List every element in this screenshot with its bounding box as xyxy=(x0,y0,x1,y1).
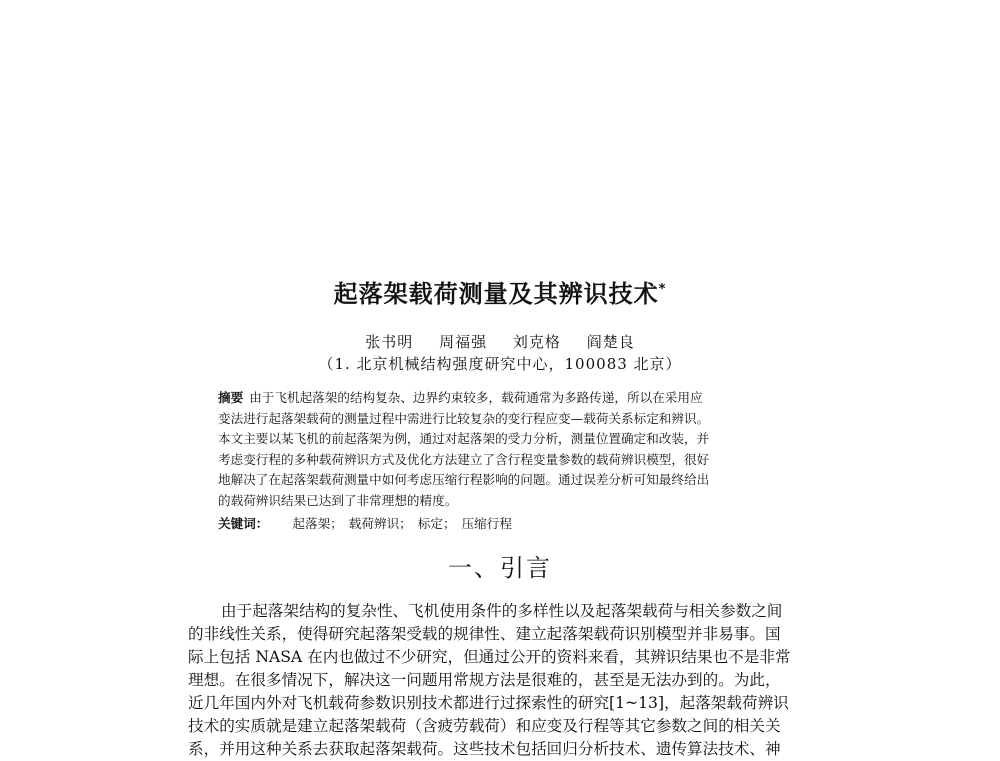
affiliation: （1. 北京机械结构强度研究中心，100083 北京） xyxy=(318,355,682,373)
abstract-line: 本文主要以某飞机的前起落架为例，通过对起落架的受力分析，测量位置确定和改装，并 xyxy=(218,431,710,446)
abstract-text: 由于飞机起落架的结构复杂、边界约束较多，载荷通常为多路传递，所以在采用应 xyxy=(249,390,703,405)
keywords-block xyxy=(218,514,818,534)
author-name: 张书明 xyxy=(365,333,414,351)
body-line: 近几年国内外对飞机载荷参数识别技术都进行过探索性的研究[1~13]，起落架载荷辨识 xyxy=(188,694,789,712)
body-line: 系，并用这种关系去获取起落架载荷。这些技术包括回归分析技术、遗传算法技术、神 xyxy=(188,740,781,758)
body-line: 际上包括 NASA 在内也做过不少研究，但通过公开的资料来看，其辨识结果也不是非常 xyxy=(188,648,791,666)
abstract-line: 变法进行起落架载荷的测量过程中需进行比较复杂的变行程应变—载荷关系标定和辨识。 xyxy=(218,410,710,426)
paper-title-text: 起落架载荷测量及其辨识技术 xyxy=(333,280,659,308)
abstract-label: 摘要 xyxy=(218,390,244,405)
author-name: 刘克格 xyxy=(512,333,561,351)
author-list xyxy=(0,332,1000,352)
abstract-block xyxy=(218,388,818,511)
body-line: 理想。在很多情况下，解决这一问题用常规方法是很难的，甚至是无法办到的。为此， xyxy=(188,671,781,689)
author-name: 周福强 xyxy=(439,333,488,351)
abstract-line xyxy=(218,388,818,409)
abstract-line: 地解决了在起落架载荷测量中如何考虑压缩行程影响的问题。通过误差分析可知最终给出 xyxy=(218,472,710,487)
abstract-line: 的载荷辨识结果已达到了非常理想的精度。 xyxy=(218,492,458,508)
paper-title xyxy=(0,279,1000,309)
section-body xyxy=(188,600,828,761)
keyword: 载荷辨识； xyxy=(348,516,412,531)
body-line: 技术的实质就是建立起落架载荷（含疲劳载荷）和应变及行程等其它参数之间的相关关 xyxy=(188,717,781,735)
keyword: 压缩行程 xyxy=(461,516,512,531)
abstract-line: 考虑变行程的多种载荷辨识方式及优化方法建立了含行程变量参数的载荷辨识模型，很好 xyxy=(218,451,710,467)
body-line: 的非线性关系，使得研究起落架受载的规律性、建立起落架载荷识别模型并非易事。国 xyxy=(188,625,781,643)
keyword: 标定； xyxy=(417,516,456,531)
keyword: 起落架； xyxy=(292,516,343,531)
title-footnote-mark: * xyxy=(658,282,667,297)
keywords-label: 关键词： xyxy=(218,516,269,531)
author-name: 阎楚良 xyxy=(586,333,635,351)
section-heading: 一、引言 xyxy=(448,554,552,582)
body-line: 由于起落架结构的复杂性、飞机使用条件的多样性以及起落架载荷与相关参数之间 xyxy=(221,602,783,620)
